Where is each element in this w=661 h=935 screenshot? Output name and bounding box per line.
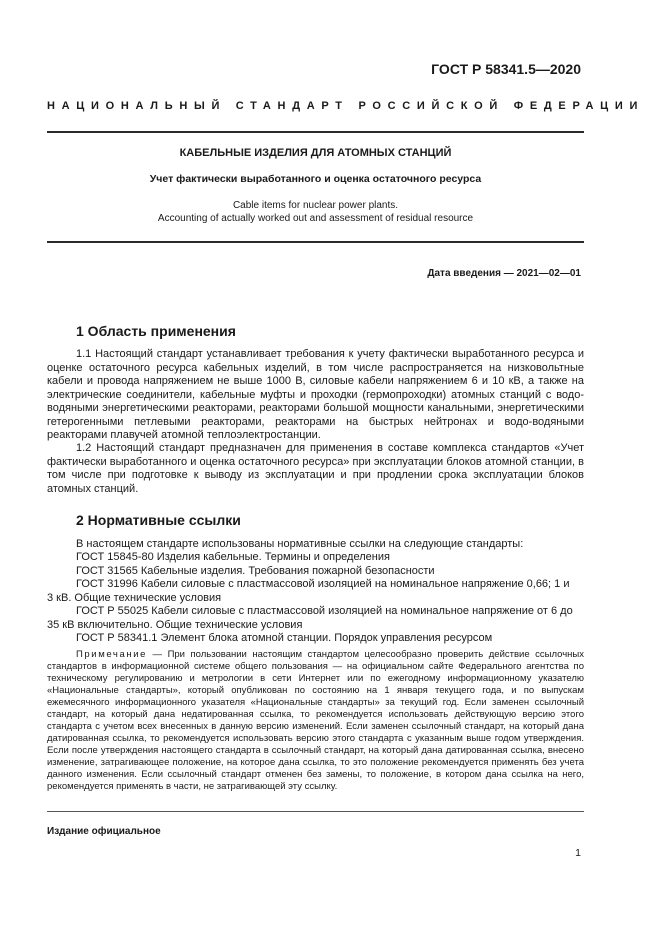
reference-gost-r-58341-1: ГОСТ Р 58341.1 Элемент блока атомной станции. Порядок управления ресурсом [76,632,493,644]
english-title-line-1: Cable items for nuclear power plants. [232,200,399,211]
references-intro: В настоящем стандарте использованы нормативные ссылки на следующие стандарты: [76,538,524,550]
official-edition-label: Издание официальное [47,826,161,837]
page-number: 1 [575,847,581,859]
reference-gost-r-55025-cont: 35 кВ включительно. Общие технические условия [47,619,303,631]
section-1-paragraph-2 [47,442,584,496]
introduction-date: Дата введения — 2021—02—01 [427,268,581,279]
national-standard-heading: НАЦИОНАЛЬНЫЙ СТАНДАРТ РОССИЙСКОЙ ФЕДЕРАЦИИ [47,100,645,112]
paragraph-1-1-text: 1.1 Настоящий стандарт устанавливает требования к учету фактически выработанного ресурса и оценке остаточного ресурса кабельных изделий, в том числе распространяется на низковольтные кабели и провода напряжением не выше 1000 В, силовые кабели напряжением 6 и 10 кВ, а также на электрические соединители, кабельные муфты и проходки (гермопроходки) атомных станций с водо-водяными энергетическими реакторами, реакторами большой мощности канальными, энергетическими гетерогенными петлевыми реакторами, реакторами на быстрых нейтронах и водо-водяными реакторами плавучей атомной теплоэлектростанции. [47,348,584,441]
english-title [47,199,584,225]
document-code: ГОСТ Р 58341.5—2020 [431,61,581,77]
document-title: КАБЕЛЬНЫЕ ИЗДЕЛИЯ ДЛЯ АТОМНЫХ СТАНЦИЙ [179,147,452,159]
header-divider [47,131,584,133]
reference-gost-15845: ГОСТ 15845-80 Изделия кабельные. Термины и определения [76,551,390,563]
paragraph-1-2-text: 1.2 Настоящий стандарт предназначен для применения в составе комплекса стандартов «Учет фактически выработанного и оценка остаточного ресурса» при эксплуатации блоков атомной станции, в том числе при подготовке к выводу из эксплуатации и при продлении срока эксплуатации блоков атомных станций. [47,442,584,495]
reference-gost-31996-cont: 3 кВ. Общие технические условия [47,592,222,604]
english-title-line-2: Accounting of actually worked out and assessment of residual resource [157,213,474,224]
note-label: Примечание [76,649,147,660]
section-2-title: 2 Нормативные ссылки [76,512,241,528]
reference-gost-31996: ГОСТ 31996 Кабели силовые с пластмассовой изоляцией на номинальное напряжение 0,66; 1 и [76,578,570,590]
references-note [47,649,584,793]
title-divider [47,241,584,243]
footer-divider [47,811,584,812]
reference-gost-31565: ГОСТ 31565 Кабельные изделия. Требования пожарной безопасности [76,565,435,577]
section-1-title: 1 Область применения [76,323,236,339]
section-1-paragraph-1 [47,348,584,443]
document-subtitle: Учет фактически выработанного и оценка остаточного ресурса [149,173,482,185]
note-text: — При пользовании настоящим стандартом целесообразно проверить действие ссылочных стандартов в информационной системе общего пользования — на официальном сайте Федерального агентства по техническому регулированию и метрологии в сети Интернет или по ежегодному информационному указателю «Национальные стандарты», который опубликован по состоянию на 1 января текущего года, и по выпускам ежемесячного информационного указателя «Национальные стандарты» за текущий год. Если заменен ссылочный стандарт, на который дана недатированная ссылка, то рекомендуется использовать действующую версию этого стандарта с учетом всех внесенных в данную версию изменений. Если заменен ссылочный стандарт, на который дана датированная ссылка, то рекомендуется использовать версию этого стандарта с указанным выше годом утверждения. Если после утверждения настоящего стандарта в ссылочный стандарт, на который дана датированная ссылка, внесено изменение, затрагивающее положение, на которое дана ссылка, то это положение рекомендуется применять без учета данного изменения. Если ссылочный стандарт отменен без замены, то положение, в котором дана ссылка на него, рекомендуется применять в части, не затрагивающей эту ссылку. [47,649,584,792]
reference-gost-r-55025: ГОСТ Р 55025 Кабели силовые с пластмассовой изоляцией на номинальное напряжение от 6 до [76,605,573,617]
